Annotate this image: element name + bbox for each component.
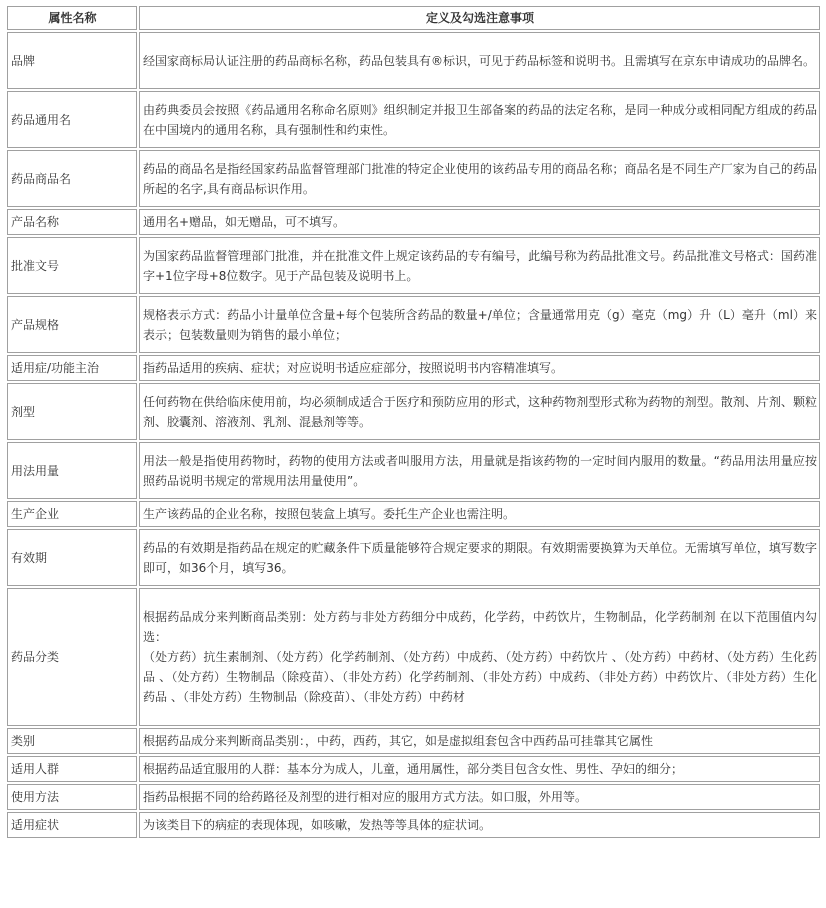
row-attr-name: 品牌 xyxy=(7,32,137,89)
definition-text: 由药典委员会按照《药品通用名称命名原则》组织制定并报卫生部备案的药品的法定名称，是同一种成分或相同配方组成的药品在中国境内的通用名称，具有强制性和约束性。 xyxy=(143,102,817,137)
row-definition xyxy=(139,501,820,527)
row-attr-name: 适用症/功能主治 xyxy=(7,355,137,381)
table-row xyxy=(7,150,820,207)
header-attr-name: 属性名称 xyxy=(7,6,137,30)
definition-text: 用法一般是指使用药物时，药物的使用方法或者叫服用方法，用量就是指该药物的一定时间内服用的数量。“药品用法用量应按照药品说明书规定的常规用法用量使用”。 xyxy=(143,453,817,488)
row-attr-name: 用法用量 xyxy=(7,442,137,499)
row-definition xyxy=(139,812,820,838)
table-row xyxy=(7,728,820,754)
definition-text: 为国家药品监督管理部门批准，并在批准文件上规定该药品的专有编号，此编号称为药品批准文号。药品批准文号格式：国药准字+1位字母+8位数字。见于产品包装及说明书上。 xyxy=(143,248,817,283)
definition-options: （处方药）抗生素制剂、（处方药）化学药制剂、（处方药）中成药、（处方药）中药饮片 、（处方药）中药材、（处方药）生化药品 、（处方药）生物制品（除疫苗）、（非处方药）化学药制剂、（非处方药）中成药、（非处方药）中药饮片、（非处方药）生化药品 、（非处方药）生物制品（除疫苗）、（非处方药）中药材 xyxy=(143,650,817,704)
definition-text: 规格表示方式：药品小计量单位含量+每个包装所含药品的数量+/单位；含量通常用克（g）毫克（mg）升（L）毫升（ml）来表示；包装数量则为销售的最小单位； xyxy=(143,307,817,342)
row-definition xyxy=(139,728,820,754)
definition-text: 药品的有效期是指药品在规定的贮藏条件下质量能够符合规定要求的期限。有效期需要换算为天单位。无需填写单位，填写数字即可，如36个月，填写36。 xyxy=(143,540,817,575)
row-attr-name: 药品分类 xyxy=(7,588,137,726)
row-attr-name: 产品规格 xyxy=(7,296,137,353)
row-definition xyxy=(139,150,820,207)
row-definition xyxy=(139,355,820,381)
table-row xyxy=(7,355,820,381)
row-attr-name: 适用症状 xyxy=(7,812,137,838)
row-attr-name: 药品商品名 xyxy=(7,150,137,207)
row-attr-name: 有效期 xyxy=(7,529,137,586)
definition-text: 药品的商品名是指经国家药品监督管理部门批准的特定企业使用的该药品专用的商品名称；商品名是不同生产厂家为自己的药品所起的名字,具有商品标识作用。 xyxy=(143,161,817,196)
table-row xyxy=(7,209,820,235)
definition-text: 根据药品成分来判断商品类别：处方药与非处方药细分中成药，化学药，中药饮片，生物制品，化学药制剂 在以下范围值内勾选： xyxy=(143,610,817,644)
row-definition xyxy=(139,784,820,810)
table-row xyxy=(7,32,820,89)
definition-text: 根据药品成分来判断商品类别：，中药，西药，其它，如是虚拟组套包含中西药品可挂靠其它属性 xyxy=(143,734,654,748)
row-definition xyxy=(139,529,820,586)
attribute-definition-table xyxy=(5,4,822,840)
row-attr-name: 批准文号 xyxy=(7,237,137,294)
header-definition: 定义及勾选注意事项 xyxy=(139,6,820,30)
row-definition xyxy=(139,442,820,499)
table-header-row xyxy=(7,6,820,30)
definition-text: 根据药品适宜服用的人群：基本分为成人，儿童，通用属性，部分类目包含女性、男性、孕妇的细分； xyxy=(143,762,684,776)
table-row xyxy=(7,588,820,726)
row-attr-name: 生产企业 xyxy=(7,501,137,527)
definition-text: 指药品根据不同的给药路径及剂型的进行相对应的服用方式方法。如口服，外用等。 xyxy=(143,790,588,804)
definition-text: 通用名+赠品，如无赠品，可不填写。 xyxy=(143,215,346,229)
row-attr-name: 药品通用名 xyxy=(7,91,137,148)
row-definition xyxy=(139,237,820,294)
definition-text: 任何药物在供给临床使用前，均必须制成适合于医疗和预防应用的形式，这种药物剂型形式称为药物的剂型。散剂、片剂、颗粒剂、胶囊剂、溶液剂、乳剂、混悬剂等等。 xyxy=(143,394,817,429)
row-definition xyxy=(139,91,820,148)
table-row xyxy=(7,296,820,353)
row-definition xyxy=(139,296,820,353)
row-definition xyxy=(139,209,820,235)
row-attr-name: 使用方法 xyxy=(7,784,137,810)
row-attr-name: 类别 xyxy=(7,728,137,754)
table-row xyxy=(7,501,820,527)
definition-text: 经国家商标局认证注册的药品商标名称，药品包装具有®标识，可见于药品标签和说明书。且需填写在京东申请成功的品牌名。 xyxy=(143,53,816,68)
table-row xyxy=(7,383,820,440)
row-attr-name: 剂型 xyxy=(7,383,137,440)
table-row xyxy=(7,812,820,838)
table-row xyxy=(7,237,820,294)
table-row xyxy=(7,756,820,782)
table-row xyxy=(7,91,820,148)
row-definition xyxy=(139,756,820,782)
row-definition xyxy=(139,32,820,89)
definition-text: 生产该药品的企业名称，按照包装盒上填写。委托生产企业也需注明。 xyxy=(143,507,516,521)
definition-text: 为该类目下的病症的表现体现，如咳嗽，发热等等具体的症状词。 xyxy=(143,818,492,832)
attribute-table-container xyxy=(5,4,820,840)
table-row xyxy=(7,442,820,499)
row-attr-name: 适用人群 xyxy=(7,756,137,782)
definition-text: 指药品适用的疾病、症状；对应说明书适应症部分，按照说明书内容精准填写。 xyxy=(143,361,564,375)
row-attr-name: 产品名称 xyxy=(7,209,137,235)
row-definition xyxy=(139,383,820,440)
table-row xyxy=(7,529,820,586)
table-row xyxy=(7,784,820,810)
row-definition xyxy=(139,588,820,726)
